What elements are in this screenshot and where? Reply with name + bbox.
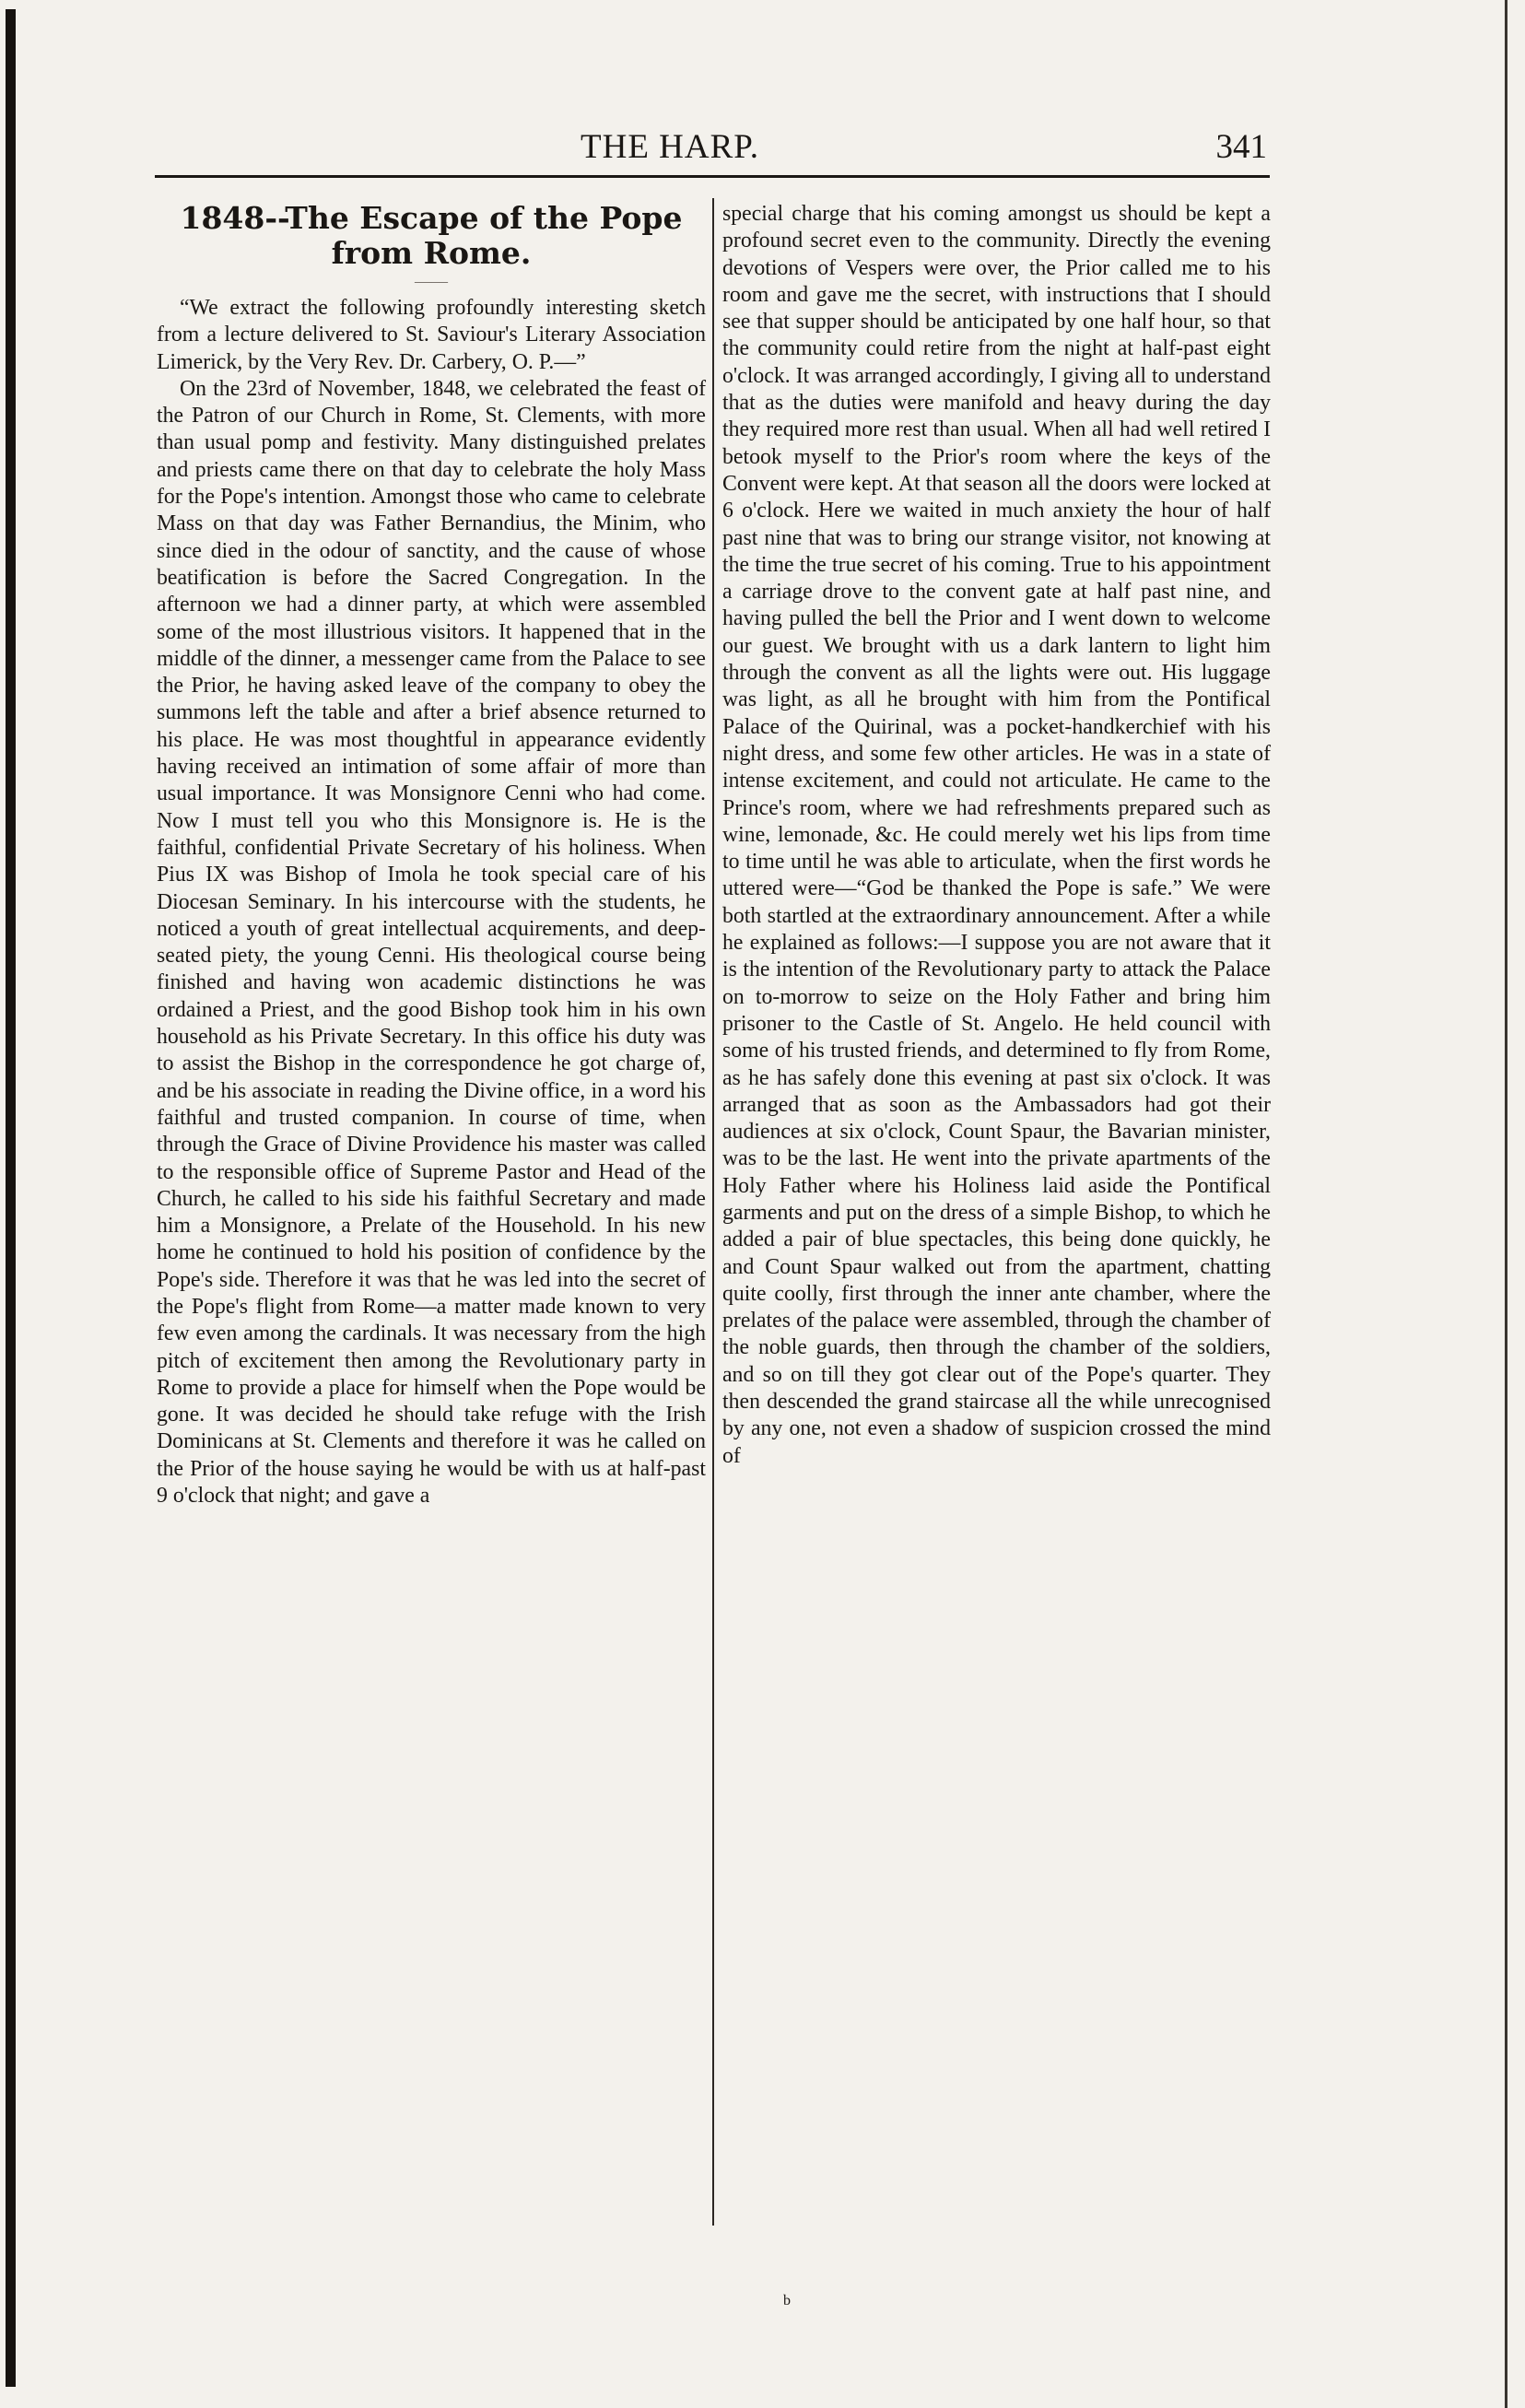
right-column [722,201,1271,1470]
header-rule [155,175,1270,178]
intro-paragraph: “We extract the following profoundly interesting sketch from a lecture delivered to St. Saviour's Literary Association Limerick, by the Very Rev. Dr. Carbery, O. P.—” [157,296,706,374]
page-number: 341 [1215,128,1267,166]
signature-mark: b [783,2293,791,2308]
title-separator: —— [415,272,448,290]
running-head [157,127,1267,173]
article-title: 1848--The Escape of the Pope from Rome. [180,200,683,271]
continued-paragraph: special charge that his coming amongst us should be kept a profound secret even to the community. Directly the evening devotions of Vespers were over, the Prior called me to his room and gave me the secret, with instructions that I should see that supper should be anticipated by one half hour, so that the community could retire from the night at half-past eight o'clock. It was arranged accordingly, I giving all to understand that as the duties were manifold and heavy during the day they required more rest than usual. When all had well retired I betook myself to the Prior's room where the keys of the Convent were kept. At that season all the doors were locked at 6 o'clock. Here we waited in much anxiety the hour of half past nine that was to bring our strange visitor, not knowing at the time the true secret of his coming. True to his appointment a carriage drove to the convent gate at half past nine, and having pulled the bell the Prior and I went down to welcome our guest. We brought with us a dark lantern to light him through the convent as all the lights were out. His luggage was light, as all he brought with him from the Pontifical Palace of the Quirinal, was a pocket-handkerchief with his night dress, and some few other articles. He was in a state of intense excitement, and could not articulate. He came to the Prince's room, where we had refreshments prepared such as wine, lemonade, &c. He could merely wet his lips from time to time until he was able to articulate, when the first words he uttered were—“God be thanked the Pope is safe.” We were both startled at the extraordinary announcement. After a while he explained as follows:—I suppose you are not aware that it is the intention of the Revolutionary party to attack the Palace on to-morrow to seize on the Holy Father and bring him prisoner to the Castle of St. Angelo. He held council with some of his trusted friends, and determined to fly from Rome, as he has safely done this evening at past six o'clock. It was arranged that as soon as the Ambassadors had got their audiences at six o'clock, Count Spaur, the Bavarian minister, was to be the last. He went into the private apartments of the Holy Father where his Holiness laid aside the Pontifical garments and put on the dress of a simple Bishop, to which he added a pair of blue spectacles, this being done quickly, he and Count Spaur walked out from the apartment, chatting quite coolly, first through the inner ante chamber, where the prelates of the palace were assembled, through the chamber of the noble guards, then through the chamber of the soldiers, and so on till they got clear out of the Pope's quarter. They then descended the grand staircase all the while unrecognised by any one, not even a shadow of suspicion crossed the mind of [722,202,1271,1468]
page-edge-left [6,9,16,2387]
column-rule [712,198,714,2226]
journal-title: THE HARP. [581,128,760,166]
right-column-text [722,201,1271,1470]
left-column [157,201,706,1509]
page-edge-right [1505,0,1507,2408]
left-column-text [157,295,706,1509]
body-paragraph: On the 23rd of November, 1848, we celebrated the feast of the Patron of our Church in Rome, St. Clements, with more than usual pomp and festivity. Many distinguished prelates and priests came there on that day to celebrate the holy Mass for the Pope's intention. Amongst those who came to celebrate Mass on that day was Father Bernandius, the Minim, who since died in the odour of sanctity, and the cause of whose beatification is before the Sacred Congregation. In the afternoon we had a dinner party, at which were assembled some of the most illustrious visitors. It happened that in the middle of the dinner, a messenger came from the Palace to see the Prior, he having asked leave of the company to obey the summons left the table and after a brief absence returned to his place. He was most thoughtful in appearance evidently having received an intimation of some affair of more than usual importance. It was Monsignore Cenni who had come. Now I must tell you who this Monsignore is. He is the faithful, confidential Private Secretary of his holiness. When Pius IX was Bishop of Imola he took special care of his Diocesan Seminary. In his intercourse with the students, he noticed a youth of great intellectual acquirements, and deep-seated piety, the young Cenni. His theological course being finished and having won academic distinctions he was ordained a Priest, and the good Bishop took him in his own household as his Private Secretary. In this office his duty was to assist the Bishop in the correspondence he got charge of, and be his associate in reading the Divine office, in a word his faithful and trusted companion. In course of time, when through the Grace of Divine Providence his master was called to the responsible office of Supreme Pastor and Head of the Church, he called to his side his faithful Secretary and made him a Monsignore, a Prelate of the Household. In his new home he continued to hold his position of confidence by the Pope's side. Therefore it was that he was led into the secret of the Pope's flight from Rome—a matter made known to very few even among the cardinals. It was necessary from the high pitch of excitement then among the Revolutionary party in Rome to provide a place for himself when the Pope would be gone. It was decided he should take refuge with the Irish Dominicans at St. Clements and therefore it was he called on the Prior of the house saying he would be with us at half-past 9 o'clock that night; and gave a [157,376,706,1509]
